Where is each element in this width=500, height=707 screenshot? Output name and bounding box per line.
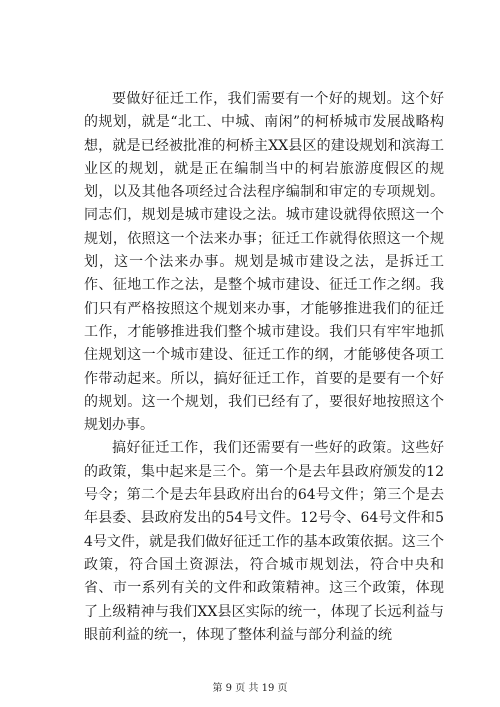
paragraph-policy: 搞好征迁工作，我们还需要有一些好的政策。这些好的政策，集中起来是三个。第一个是去年县政府颁发的12号令；第二个是去年县政府出台的64号文件；第三个是去年县委、县政府发出的54号文件。12号令、64号文件和54号文件，就是我们做好征迁工作的基本政策依据。这三个政策，符合国土资源法，符合城市规划法，符合中央和省、市一系列有关的文件和政策精神。这三个政策，体现了上级精神与我们XX县区实际的统一，体现了长远利益与眼前利益的统一，体现了整体利益与部分利益的统 [84, 440, 444, 643]
page-number-footer: 第 9 页 共 19 页 [212, 683, 288, 694]
document-body [84, 88, 444, 647]
paragraph-planning: 要做好征迁工作，我们需要有一个好的规划。这个好的规划，就是“北工、中城、南闲”的柯桥城市发展战略构想，就是已经被批准的柯桥主XX县区的建设规划和滨海工业区的规划，就是正在编制当中的柯岩旅游度假区的规划，以及其他各项经过合法程序编制和审定的专项规划。同志们，规划是城市建设之法。城市建设就得依照这一个规划，依照这一个法来办事；征迁工作就得依照这一个规划，这一个法来办事。规划是城市建设之法，是拆迁工作、征地工作之法，是整个城市建设、征迁工作之纲。我们只有严格按照这个规划来办事，才能够推进我们的征迁工作，才能够推进我们整个城市建设。我们只有牢牢地抓住规划这一个城市建设、征迁工作的纲，才能够使各项工作带动起来。所以，搞好征迁工作，首要的是要有一个好的规划。这一个规划，我们已经有了，要很好地按照这个规划办事。 [84, 91, 444, 434]
